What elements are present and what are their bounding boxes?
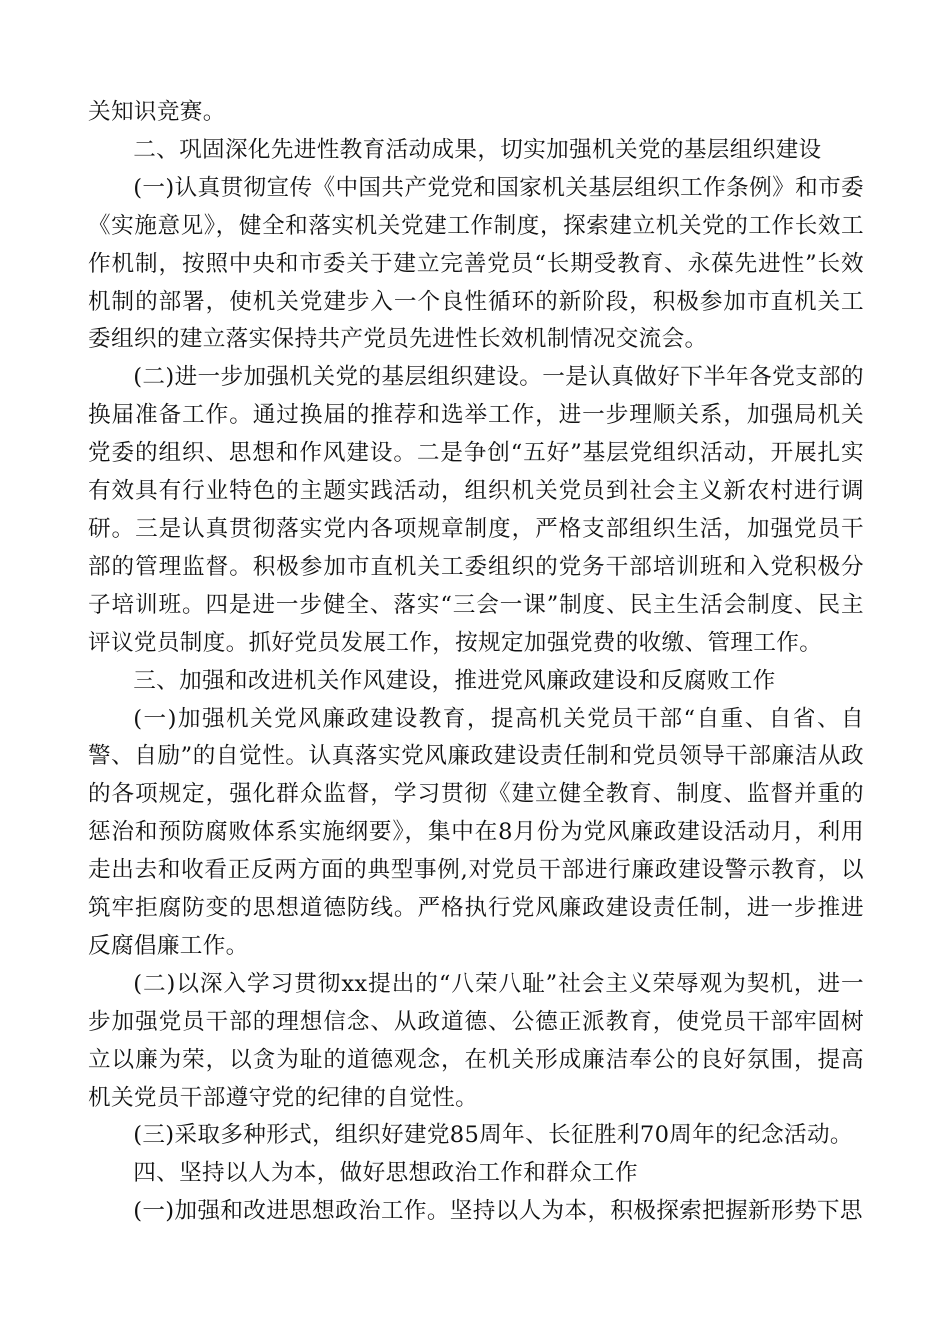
section-heading-3: 三、加强和改进机关作风建设，推进党风廉政建设和反腐败工作 [133, 667, 776, 694]
paragraph-3-1: (一)加强机关党风廉政建设教育，提高机关党员干部“自重、自省、自警、自励”的自觉性。认真落实党风廉政建设责任制和党员领导干部廉洁从政的各项规定，强化群众监督，学习贯彻《建立健全教育、制度、监督并重的惩治和预防腐败体系实施纲要》，集中在8月份为党风廉政建设活动月，利用走出去和收看正反两方面的典型事例,对党员干部进行廉政建设警示教育，以筑牢拒腐防变的思想道德防线。严格执行党风廉政建设责任制，进一步推进反腐倡廉工作。 [88, 705, 864, 959]
paragraph-2-1: (一)认真贯彻宣传《中国共产党党和国家机关基层组织工作条例》和市委《实施意见》，健全和落实机关党建工作制度，探索建立机关党的工作长效工作机制，按照中央和市委关于建立完善党员“长期受教育、永葆先进性”长效机制的部署，使机关党建步入一个良性循环的新阶段，积极参加市直机关工委组织的建立落实保持共产党员先进性长效机制情况交流会。 [88, 174, 864, 353]
paragraph-3-3: (三)采取多种形式，组织好建党85周年、长征胜利70周年的纪念活动。 [133, 1122, 853, 1149]
section-heading-2: 二、巩固深化先进性教育活动成果，切实加强机关党的基层组织建设 [133, 136, 822, 163]
document-body [88, 94, 864, 1231]
paragraph-4-1: (一)加强和改进思想政治工作。坚持以人为本，积极探索把握新形势下思 [133, 1198, 863, 1225]
section-heading-4: 四、坚持以人为本，做好思想政治工作和群众工作 [133, 1160, 638, 1187]
paragraph-continuation: 关知识竞赛。 [88, 99, 226, 125]
paragraph-2-2: (二)进一步加强机关党的基层组织建设。一是认真做好下半年各党支部的换届准备工作。通过换届的推荐和选举工作，进一步理顺关系，加强局机关党委的组织、思想和作风建设。二是争创“五好”基层党组织活动，开展扎实有效具有行业特色的主题实践活动，组织机关党员到社会主义新农村进行调研。三是认真贯彻落实党内各项规章制度，严格支部组织生活，加强党员干部的管理监督。积极参加市直机关工委组织的党务干部培训班和入党积极分子培训班。四是进一步健全、落实“三会一课”制度、民主生活会制度、民主评议党员制度。抓好党员发展工作，按规定加强党费的收缴、管理工作。 [88, 364, 864, 656]
paragraph-3-2: (二)以深入学习贯彻xx提出的“八荣八耻”社会主义荣辱观为契机，进一步加强党员干部的理想信念、从政道德、公德正派教育，使党员干部牢固树立以廉为荣，以贪为耻的道德观念，在机关形成廉洁奉公的良好氛围，提高机关党员干部遵守党的纪律的自觉性。 [88, 970, 864, 1111]
